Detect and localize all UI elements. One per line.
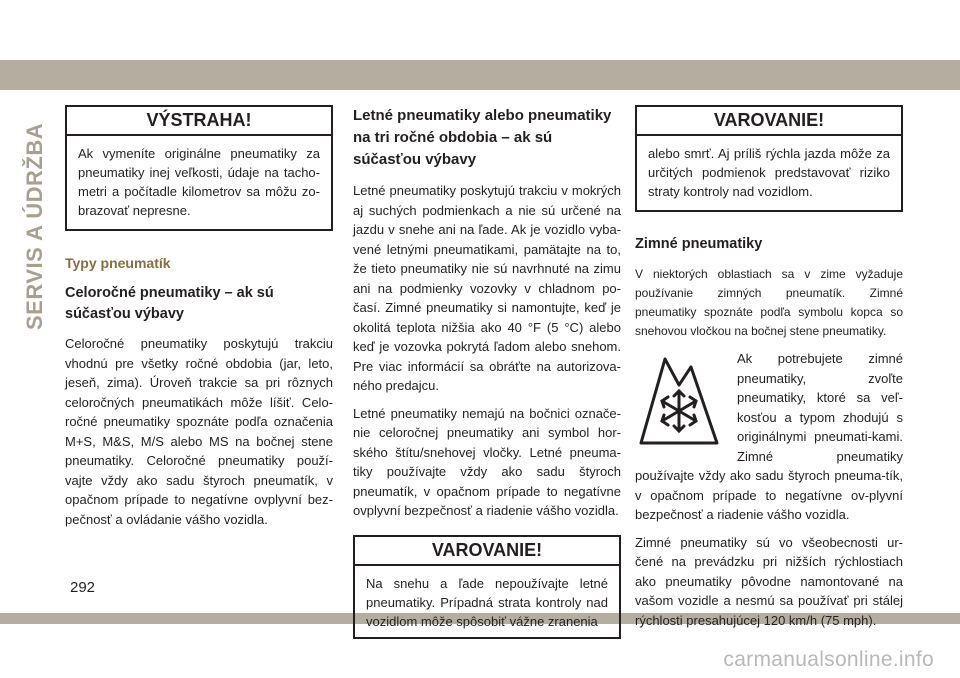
warning-title: VÝSTRAHA! (67, 107, 331, 136)
column-1 (65, 105, 333, 537)
paragraph-winter-1: V niektorých oblastiach sa v zime vyžaduje používanie zimných pneumatík. Zimné pneumatiky spoznáte podľa symbolu kopca so snehovou vločkou na bočnej stene pneumatiky. (635, 267, 903, 338)
subheading-winter: Zimné pneumatiky (635, 236, 763, 252)
subheading-all-season: Celoročné pneumatiky – ak sú súčasťou výbavy (65, 285, 274, 322)
watermark: carmanualsonline.info (723, 648, 934, 671)
column-3 (635, 105, 903, 638)
winter-tire-block (635, 349, 903, 533)
warning-box-varovanie (353, 535, 621, 639)
warning-text: alebo smrť. Aj príliš rýchla jazda môže za určitých podmienok predstavovať riziko straty kontroly nad vozidlom. (648, 146, 890, 199)
header-band (0, 60, 960, 90)
page-number: 292 (70, 579, 96, 596)
section-title: Typy pneumatík (65, 255, 171, 271)
paragraph-all-season: Celoročné pneumatiky poskytujú trakciu vhodnú pre všetky ročné obdobia (jar, leto, jeseň, zima). Úroveň trakcie sa pri rôznych celoročných pneumatikách môže líšiť. Celo-ročné pneumatiky spoznáte podľa označenia M+S, M&S, M/S alebo MS na bočnej stene pneumatiky. Celoročné pneumatiky použí-vajte vždy ako sadu štyroch pneumatík, v opačnom prípade to negatívne ovplyvní bez-pečnosť a ovládanie vášho vozidla. (65, 336, 333, 527)
warning-text: Na snehu a ľade nepoužívajte letné pneumatiky. Prípadná strata kontroly nad vozidlom môže spôsobiť vážne zranenia (366, 575, 608, 629)
warning-title: VAROVANIE! (637, 107, 901, 136)
warning-title: VAROVANIE! (355, 537, 619, 566)
warning-box-varovanie-continued (635, 105, 903, 212)
paragraph-summer-2: Letné pneumatiky nemajú na bočnici označe-nie celoročnej pneumatiky ani symbol hor-ského štítu/snehovej vločky. Letné pneuma-tiky používajte vždy ako sadu štyroch pneumatík, v opačnom prípade to negatívne ovplyvní bezpečnosť a riadenie vášho vozidla. (353, 405, 621, 518)
warning-box-vystraha (65, 105, 333, 231)
paragraph-winter-2: Ak potrebujete zimné pneumatiky, zvoľte pneumatiky, ktoré sa veľ-kosťou a typom zhodujú s originálnymi pneumati-kami. Zimné pneumatiky používajte vždy ako sadu štyroch pneuma-tík, v opačnom prípade to negatívne ov-plyvní bezpečnosť a riadenie vášho vozidla. (635, 351, 903, 522)
side-section-title: SERVIS A ÚDRŽBA (22, 122, 47, 330)
mountain-snowflake-icon-svg (635, 351, 723, 447)
warning-text: Ak vymeníte originálne pneumatiky za pneumatiky inej veľkosti, údaje na tacho-metri a počítadle kilometrov sa môžu zo-brazovať nepresne. (78, 146, 320, 218)
paragraph-summer-1: Letné pneumatiky poskytujú trakciu v mokrých aj suchých podmienkach a nie sú určené na jazdu v snehe ani na ľade. Ak je vozidlo vyba-vené letnými pneumatikami, pamätajte na to, že tieto pneumatiky nie sú navrhnuté na zimu ani na podmienky vozovky v chladnom po-časí. Zimné pneumatiky si namontujte, keď je okolitá teplota nižšia ako 40 °F (5 °C) alebo keď je vozovka pokrytá ľadom alebo snehom. Pre viac informácií sa obráťte na autorizova-ného predajcu. (353, 183, 621, 393)
paragraph-winter-3: Zimné pneumatiky sú vo všeobecnosti ur-čené na prevádzku pri nižších rýchlostiach ako pneumatiky pôvodne namontované na vašom vozidle a nesmú sa používať pri stálej rýchlosti presahujúcej 120 km/h (75 mph). (635, 534, 903, 628)
mountain-snowflake-icon (635, 351, 723, 447)
subheading-summer: Letné pneumatiky alebo pneumatiky na tri ročné obdobia – ak sú súčasťou výbavy (353, 107, 612, 168)
column-2 (353, 105, 621, 639)
